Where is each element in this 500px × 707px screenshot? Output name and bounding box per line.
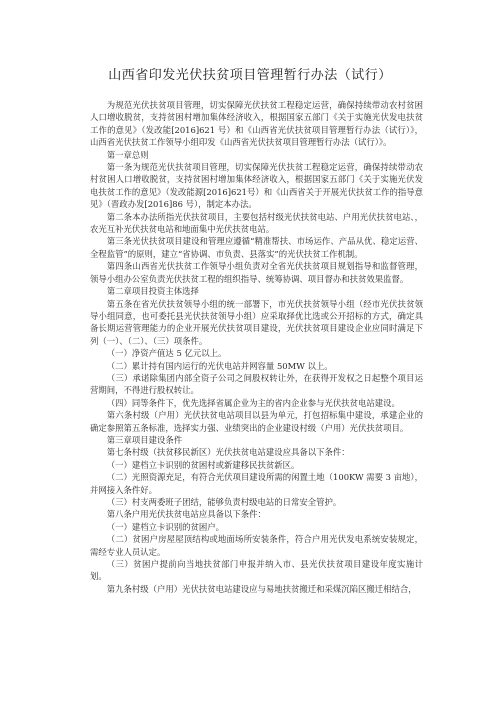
document-title: 山西省印发光伏扶贫项目管理暂行办法（试行） [108,68,392,83]
list-item: （二）贫困户房屋屋顶结构或地面场所安装条件，符合户用光伏发电系统安装规定，需经专业人员认定。 [90,534,423,557]
article-paragraph: 第二条本办法所指光伏扶贫项目，主要包括村级光伏扶贫电站、户用光伏扶贫电站、，农光互补光伏扶贫电站和地面集中光伏扶贫电站。 [90,211,423,235]
list-item: （一）净资产值达 5 亿元以上。 [106,348,227,359]
list-item: （四）同等条件下，优先选择省属企业为主的省内企业参与光伏扶贫电站建设。 [106,397,400,408]
article-paragraph: 第八条户用光伏扶贫电站应具备以下条件： [106,509,266,520]
list-item: （一）建档立卡识别的贫困村或新建移民扶贫新区。 [106,459,300,470]
list-item: （二）光照资源充足，有符合光伏项目建设所需的闲置土地（100KW 需要 3 亩地），并网接入条件好。 [90,472,423,495]
article-paragraph: 第六条村级（户用）光伏扶贫电站项目以县为单元，打包招标集中建设，承建企业的确定参照第五条标准，选择实力强、业绩突出的企业建设村级（户用）光伏扶贫项目。 [90,410,423,433]
list-item: （三）村支两委班子团结，能够负责村级电站的日常安全管护。 [106,497,342,507]
chapter-heading: 第一章总则 [106,149,149,160]
chapter-heading: 第三章项目建设条件 [106,434,183,445]
list-item: （二）累计持有国内运行的光伏电站并网容量 50MW 以上。 [106,360,333,371]
article-paragraph: 第九条村级（户用）光伏扶贫电站建设应与易地扶贫搬迁和采煤沉陷区搬迁相结合， [106,583,417,594]
list-item: （一）建档立卡识别的贫困户。 [106,521,225,532]
article-paragraph: 第一条为规范光伏扶贫项目管理，切实保障光伏扶贫工程稳定运营，确保持续带动农村贫困人口增收脱贫，支持贫困村增加集体经济收入，根据国家五部门《关于实施光伏发电扶贫工作的意见》（发改能源[2016]621号）和《山西省关于开展光伏扶贫工作的指导意见》（晋政办发[2016]86 号），制定本办法。 [90,162,423,210]
list-item: （三）贫困户提前向当地扶贫部门申报并纳入市、县光伏扶贫项目建设年度实施计划。 [90,559,423,582]
intro-paragraph: 为规范光伏扶贫项目管理，切实保障光伏扶贫工程稳定运营，确保持续带动农村贫困人口增收脱贫，支持贫困村增加集体经济收入，根据国家五部门《关于实施光伏发电扶贫工作的意见》（发改能[2016]621 号）和《山西省光伏扶贫项目管理暂行办法（试行）》，山西省光伏扶贫工作领导小组印发《山西省光伏扶贫项目管理暂行办法（试行）》。 [90,100,423,148]
article-paragraph: 第五条在省光伏扶贫领导小组的统一部署下，市光伏扶贫领导小组（经市光伏扶贫领导小组同意，也可委托县光伏扶贫领导小组）应采取择优比选或公开招标的方式，确定具备长期运营管理能力的企业开展光伏扶贫项目建设，光伏扶贫项目建设企业应同时满足下列（一）、（二）、（三）项条件。 [90,298,423,346]
article-paragraph: 第三条光伏扶贫项目建设和管理应遵循“精准帮扶、市场运作、产品从优、稳定运营、全程监管”的原则，建立“省协调、市负责、县落实”的光伏扶贫工作机制。 [90,236,423,259]
article-paragraph: 第四条山西省光伏扶贫工作领导小组负责对全省光伏扶贫项目规划指导和监督管理，领导小组办公室负责光伏扶贫工程的组织指导、统筹协调、项目督办和扶贫效果监督。 [90,261,423,284]
chapter-heading: 第二章项目投资主体选择 [106,286,199,297]
document-body [90,99,423,595]
article-paragraph: 第七条村级（扶贫移民新区）光伏扶贫电站建设应具备以下条件： [106,447,350,458]
list-item: （三）承诺除集团内部全资子公司之间股权转让外，在获得开发权之日起整个项目运营期间，不得进行股权转让。 [90,372,423,396]
